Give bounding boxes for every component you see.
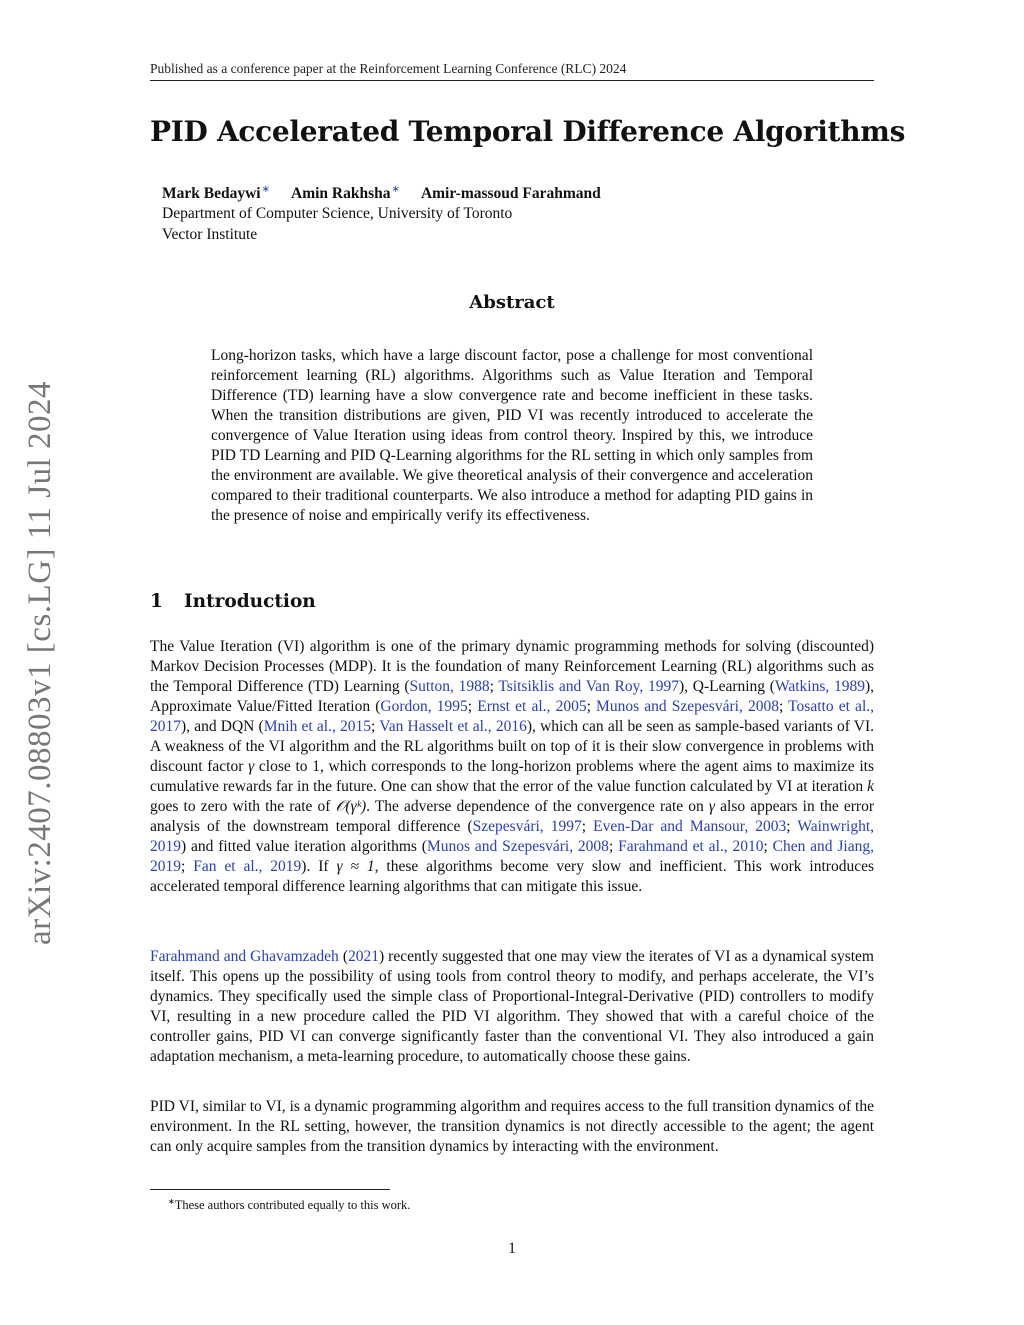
citation-link[interactable]: Van Hasselt et al., 2016 (379, 718, 527, 735)
intro-paragraph-2 (150, 947, 874, 1067)
text-run: ), Approximate Value/Fitted Iteration ( (150, 678, 875, 715)
affiliation-2: Vector Institute (162, 226, 258, 243)
math-rate: 𝒪(γᵏ) (335, 798, 367, 815)
text-run: The Value Iteration (VI) algorithm is one of the primary dynamic programming methods for solving (discounted) Markov Decision Processes (MDP). It is the foundation of many Reinforcement Learning (RL) algorithms such as the Temporal Difference (TD) Learning ( (150, 638, 874, 695)
text-run: ; (467, 698, 478, 715)
citation-link[interactable]: Farahmand and Ghavamzadeh (150, 948, 339, 965)
author-name: Amin Rakhsha (291, 185, 391, 203)
text-run: ; (786, 818, 798, 835)
citation-link[interactable]: Farahmand et al., 2010 (618, 838, 764, 855)
text-run: close to 1, which corresponds to the long-horizon problems where the agent aims to maximize its cumulative rewards far in the future. One can show that the error of the value function calculated by VI at iteration (150, 758, 874, 795)
author-2 (291, 185, 400, 202)
text-run: ). If (301, 858, 337, 875)
citation-link[interactable]: Tsitsiklis and Van Roy, 1997 (498, 678, 679, 695)
author-1 (162, 185, 270, 202)
citation-link[interactable]: Fan et al., 2019 (193, 858, 302, 875)
citation-link[interactable]: Mnih et al., 2015 (263, 718, 372, 735)
math-gamma-approx: γ ≈ 1 (336, 858, 375, 875)
math-gamma: γ (248, 758, 255, 775)
citation-link[interactable]: Even-Dar and Mansour, 2003 (593, 818, 787, 835)
citation-link[interactable]: Munos and Szepesvári, 2008 (426, 838, 609, 855)
text-run: also appears in the error analysis of the downstream temporal difference ( (150, 798, 874, 835)
citation-link[interactable]: Chen and Jiang, 2019 (150, 838, 874, 875)
section-title: Introduction (184, 591, 316, 612)
author-name: Mark Bedaywi (162, 185, 261, 203)
abstract-text: Long-horizon tasks, which have a large discount factor, pose a challenge for most conventional reinforcement learning (RL) algorithms. Algorithms such as Value Iteration and Temporal Difference (TD) learning have a slow convergence rate and become inefficient in these tasks. When the transition distributions are given, PID VI was recently introduced to accelerate the convergence of Value Iteration using ideas from control theory. Inspired by this, we introduce PID TD Learning and PID Q-Learning algorithms for the RL setting in which only samples from the environment are available. We give theoretical analysis of their convergence and acceleration compared to their traditional counterparts. We also introduce a method for adapting PID gains in the presence of noise and empirically verify its effectiveness. (211, 347, 813, 524)
text-run: ; (489, 678, 499, 695)
text-run: ; (586, 698, 597, 715)
section-heading-introduction (150, 591, 316, 612)
author-3 (421, 185, 601, 202)
equal-contribution-mark[interactable]: ∗ (391, 184, 400, 195)
text-run: ; (608, 838, 619, 855)
citation-link[interactable]: 2021 (347, 948, 379, 965)
equal-contribution-mark[interactable]: ∗ (261, 184, 270, 195)
intro-paragraph-1 (150, 637, 874, 897)
citation-link[interactable]: Munos and Szepesvári, 2008 (596, 698, 779, 715)
footnote-text: These authors contributed equally to this work. (174, 1198, 411, 1213)
section-number: 1 (150, 591, 163, 612)
citation-link[interactable]: Szepesvári, 1997 (472, 818, 582, 835)
citation-link[interactable]: Ernst et al., 2005 (477, 698, 587, 715)
text-run: goes to zero with the rate of (150, 798, 336, 815)
math-k: k (867, 778, 874, 795)
math-gamma: γ (708, 798, 716, 815)
citation-link[interactable]: Tosatto et al., 2017 (150, 698, 874, 735)
citation-link[interactable]: Sutton, 1988 (409, 678, 490, 695)
paper-title: PID Accelerated Temporal Difference Algorithms (150, 115, 906, 148)
text-run: ; (581, 818, 594, 835)
footnote-mark: ∗ (168, 1197, 175, 1206)
text-run: ), Q-Learning ( (678, 678, 775, 695)
intro-paragraph-3: PID VI, similar to VI, is a dynamic programming algorithm and requires access to the full transition dynamics of the environment. In the RL setting, however, the transition dynamics is not directly accessible to the agent; the agent can only acquire samples from the transition dynamics by interacting with the environment. (150, 1098, 874, 1155)
citation-link[interactable]: Gordon, 1995 (380, 698, 468, 715)
citation-link[interactable]: Watkins, 1989 (774, 678, 865, 695)
text-run: ( (338, 948, 348, 965)
arxiv-stamp: arXiv:2407.08803v1 [cs.LG] 11 Jul 2024 (22, 380, 58, 945)
text-run: ; (778, 698, 789, 715)
text-run: ), which can all be seen as sample-based variants of VI. A weakness of the VI algorithm and the RL algorithms built on top of it is their slow convergence in problems with discount factor (150, 718, 874, 775)
abstract-heading: Abstract (469, 292, 555, 313)
author-name: Amir-massoud Farahmand (420, 185, 601, 203)
text-run: ; (181, 858, 194, 875)
text-run: ), and DQN ( (181, 718, 264, 735)
affiliation-1: Department of Computer Science, University of Toronto (162, 205, 513, 222)
citation-link[interactable]: Wainwright, 2019 (150, 818, 875, 855)
text-run: ) recently suggested that one may view the iterates of VI as a dynamical system itself. This opens up the possibility of using tools from control theory to modify, and perhaps accelerate, the VI’s dynamics. They specifically used the simple class of Proportional-Integral-Derivative (PID) controllers to modify VI, resulting in a new procedure called the PID VI algorithm. They showed that with a careful choice of the controller gains, PID VI can converge significantly faster than the conventional VI. They also introduced a gain adaptation mechanism, a meta-learning procedure, to automatically choose these gains. (150, 948, 874, 1065)
text-run: , these algorithms become very slow and inefficient. This work introduces accelerated temporal difference learning algorithms that can mitigate this issue. (150, 858, 875, 895)
footnote-divider (150, 1189, 390, 1190)
running-head: Published as a conference paper at the Reinforcement Learning Conference (RLC) 2024 (150, 60, 874, 81)
author-list (162, 184, 619, 203)
text-run: ) and fitted value iteration algorithms ( (181, 838, 427, 855)
text-run: ; (763, 838, 773, 855)
page-number: 1 (508, 1240, 516, 1257)
text-run: . The adverse dependence of the convergence rate on (366, 798, 709, 815)
text-run: ; (371, 718, 380, 735)
footnote (168, 1194, 868, 1213)
